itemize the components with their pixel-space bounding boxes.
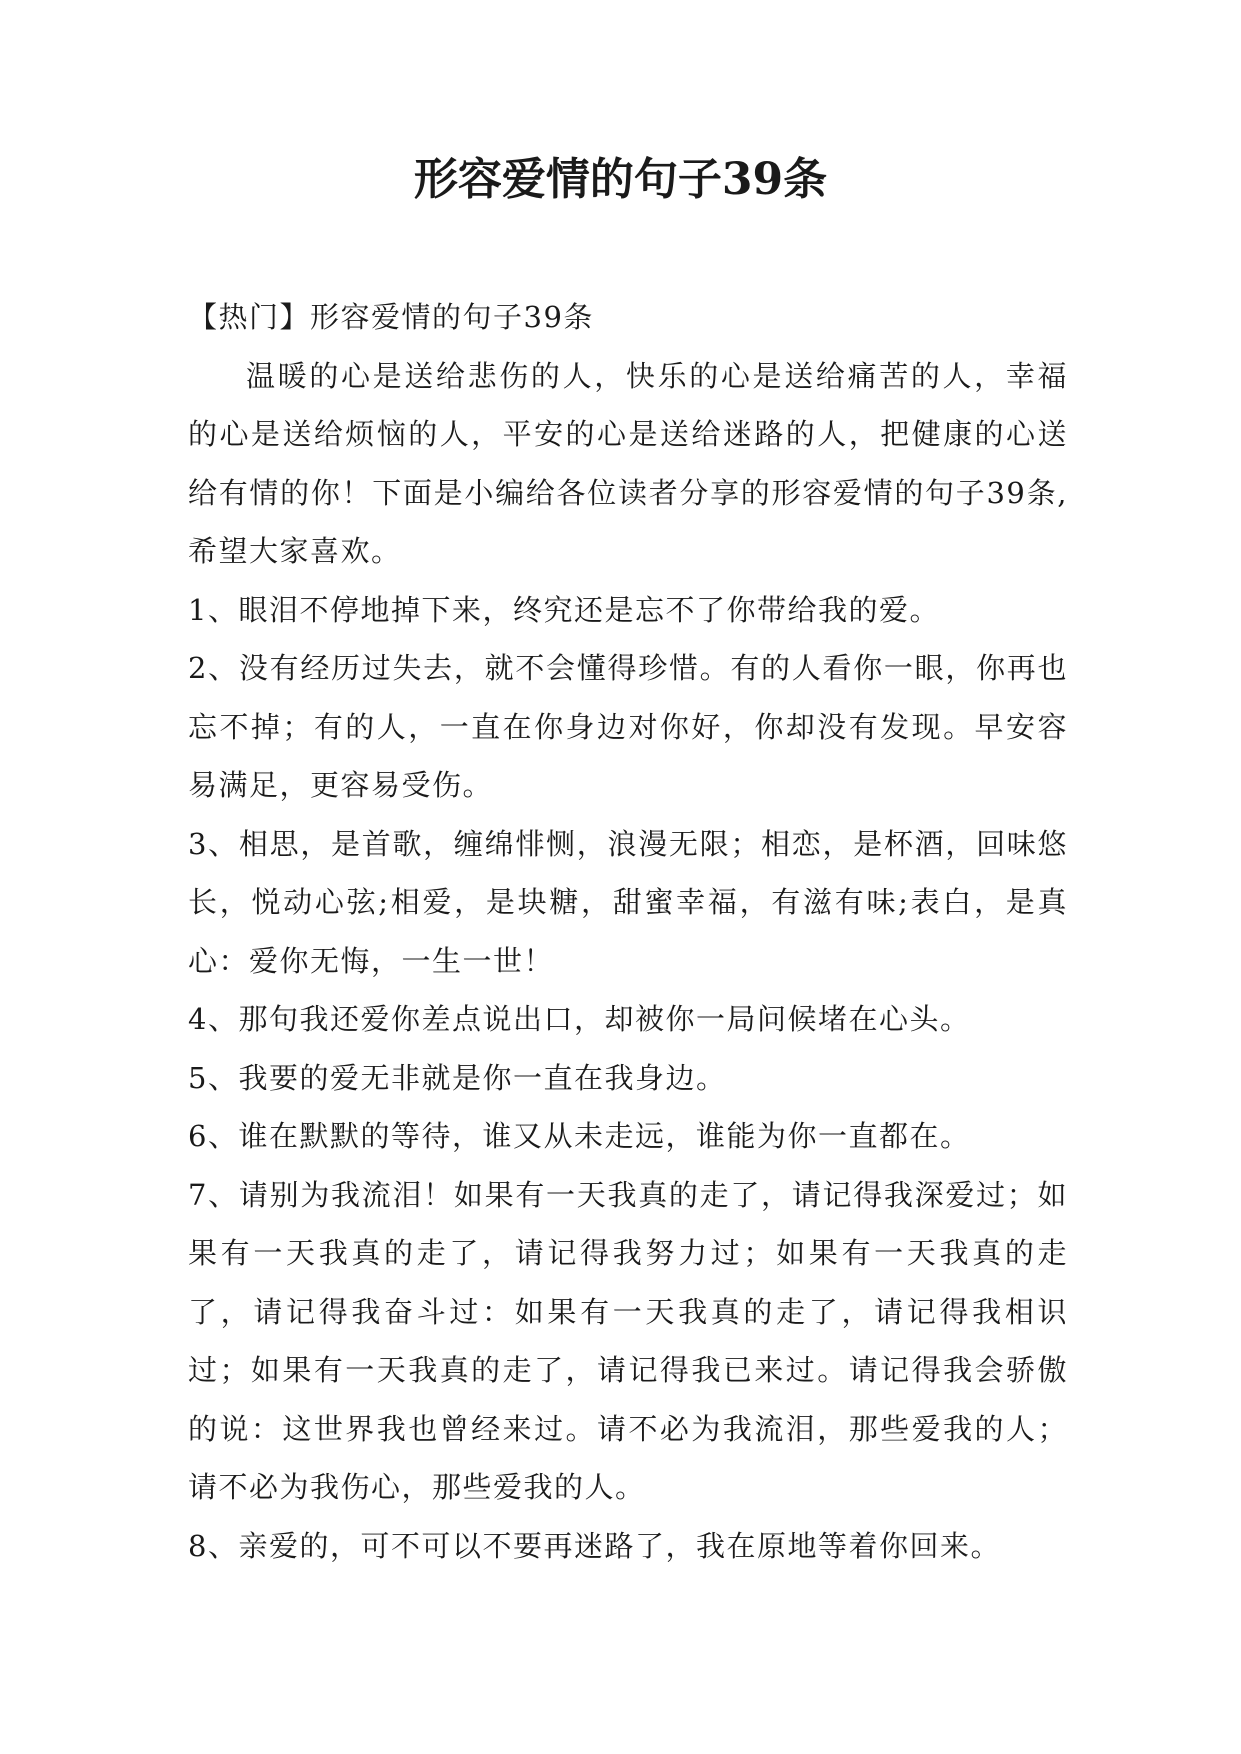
document-body xyxy=(188,288,1068,1575)
quote-item-8: 8、亲爱的，可不可以不要再迷路了，我在原地等着你回来。 xyxy=(188,1528,1001,1563)
quote-item-1: 1、眼泪不停地掉下来，终究还是忘不了你带给我的爱。 xyxy=(188,592,940,627)
subtitle-line: 【热门】形容爱情的句子39条 xyxy=(188,300,594,334)
quote-item-6: 6、谁在默默的等待，谁又从未走远，谁能为你一直都在。 xyxy=(188,1119,971,1153)
intro-paragraph: 温暖的心是送给悲伤的人，快乐的心是送给痛苦的人，幸福的心是送给烦恼的人，平安的心是送给迷路的人，把健康的心送给有情的你！下面是小编给各位读者分享的形容爱情的句子39条,希望大家喜欢。 xyxy=(188,358,1068,568)
quote-item-2: 2、没有经历过失去，就不会懂得珍惜。有的人看你一眼，你再也忘不掉；有的人，一直在你身边对你好，你却没有发现。早安容易满足，更容易受伤。 xyxy=(188,651,1068,802)
quote-item-4: 4、那句我还爱你差点说出口，却被你一局问候堵在心头。 xyxy=(188,1002,971,1036)
document-title: 形容爱情的句子39条 xyxy=(413,154,828,205)
quote-item-3: 3、相思，是首歌，缠绵悱恻，浪漫无限；相恋，是杯酒，回味悠长，悦动心弦;相爱，是块糖，甜蜜幸福，有滋有味;表白，是真心：爱你无悔，一生一世！ xyxy=(188,826,1068,978)
quote-item-5: 5、我要的爱无非就是你一直在我身边。 xyxy=(188,1060,727,1095)
quote-item-7: 7、请别为我流泪！如果有一天我真的走了，请记得我深爱过；如果有一天我真的走了，请记得我努力过；如果有一天我真的走了，请记得我奋斗过：如果有一天我真的走了，请记得我相识过；如果有一天我真的走了，请记得我已来过。请记得我会骄傲的说：这世界我也曾经来过。请不必为我流泪，那些爱我的人；请不必为我伤心，那些爱我的人。 xyxy=(188,1177,1068,1504)
